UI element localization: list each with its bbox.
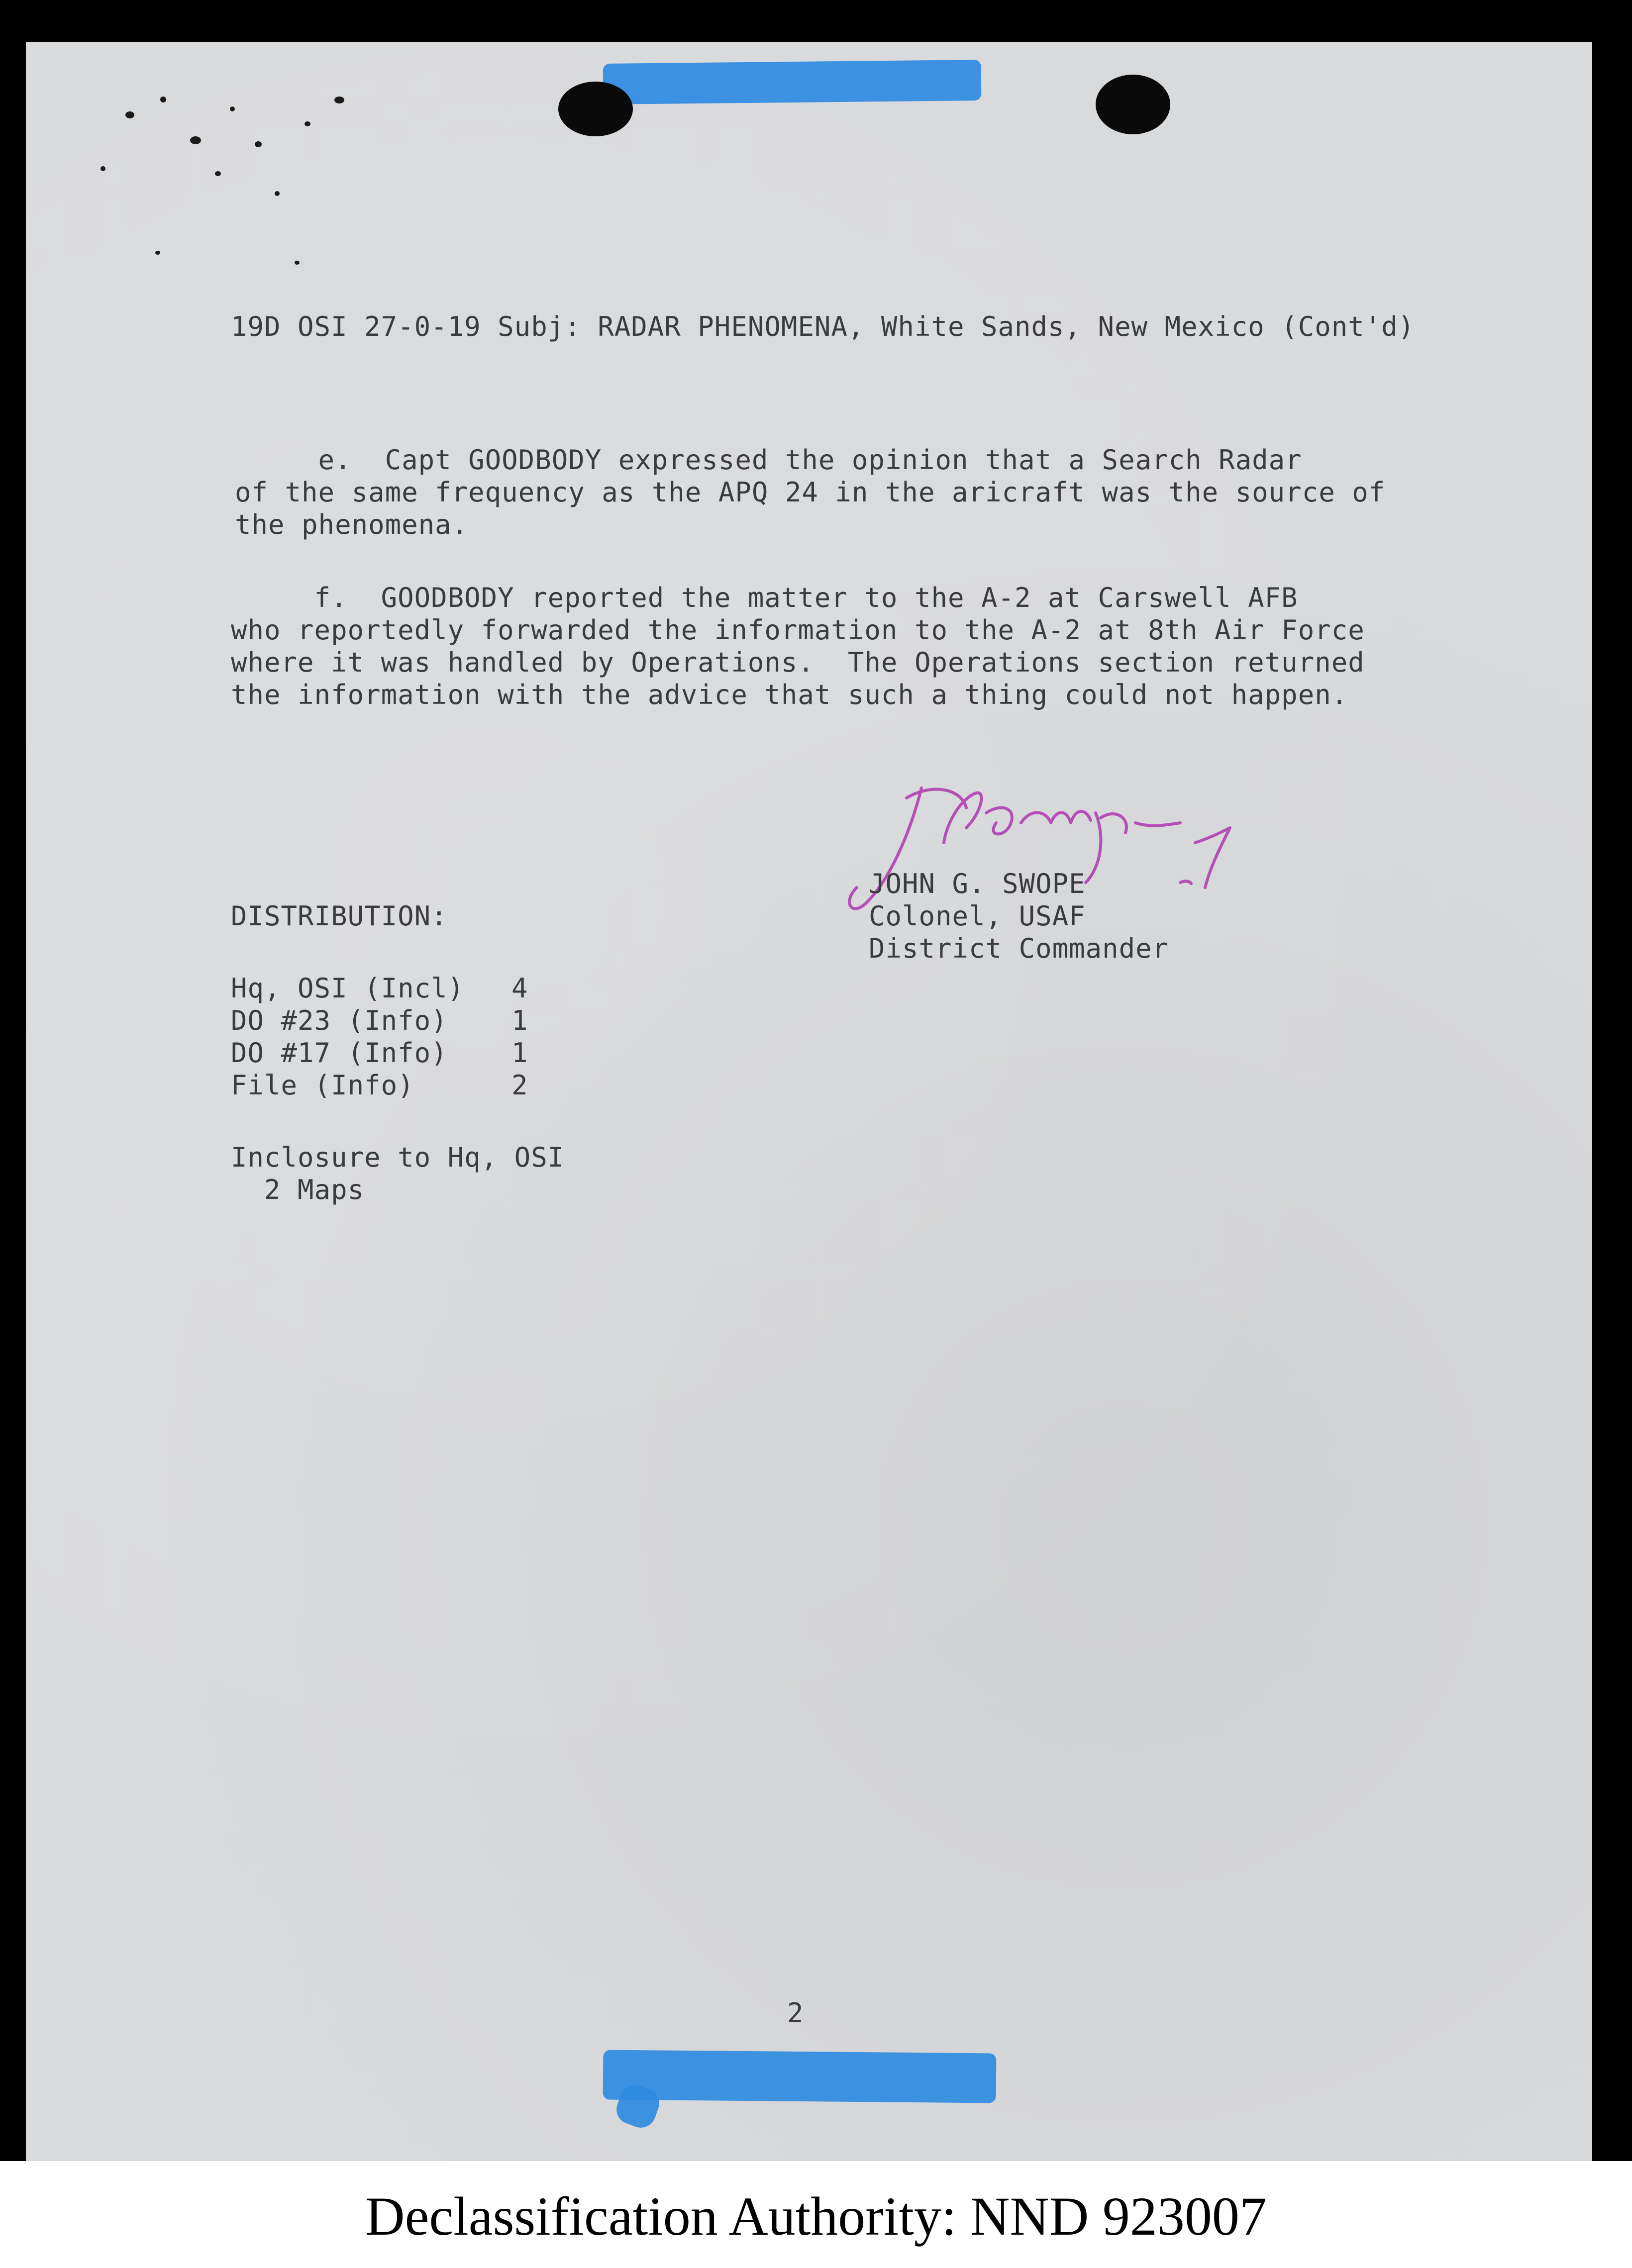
paragraph-e-line-3: the phenomena.	[235, 509, 469, 540]
signer-rank: Colonel, USAF	[869, 900, 1086, 932]
distribution-copies: 4	[511, 973, 528, 1004]
distribution-copies: 1	[511, 1037, 528, 1069]
distribution-copies: 1	[511, 1005, 528, 1036]
paragraph-f-line-3: where it was handled by Operations. The Operations section returned	[231, 647, 1365, 678]
document-page	[26, 42, 1592, 2161]
paper-speck	[305, 121, 310, 126]
inclosure-line-1: Inclosure to Hq, OSI	[231, 1142, 565, 1173]
paper-speck	[275, 191, 280, 196]
paper-speck	[334, 97, 344, 103]
paper-speck	[215, 171, 221, 176]
punch-hole-right	[1096, 75, 1170, 134]
paper-speck	[230, 106, 235, 111]
signer-name: JOHN G. SWOPE	[869, 868, 1086, 899]
distribution-heading: DISTRIBUTION:	[231, 900, 448, 932]
distribution-recipient: DO #17 (Info)	[231, 1037, 448, 1069]
distribution-copies: 2	[511, 1070, 528, 1101]
paper-speck	[125, 111, 134, 118]
paper-speck	[155, 251, 160, 255]
paragraph-e-line-1: e. Capt GOODBODY expressed the opinion that a Search Radar	[235, 444, 1302, 476]
subject-line: 19D OSI 27-0-19 Subj: RADAR PHENOMENA, White Sands, New Mexico (Cont'd)	[231, 311, 1415, 342]
declassification-footer: Declassification Authority: NND 923007	[365, 2186, 1267, 2247]
distribution-recipient: File (Info)	[231, 1070, 414, 1101]
signer-title: District Commander	[869, 933, 1169, 964]
paragraph-f-line-2: who reportedly forwarded the information to the A-2 at 8th Air Force	[231, 614, 1365, 646]
inclosure-line-2: 2 Maps	[231, 1174, 365, 1205]
paragraph-f-line-1: f. GOODBODY reported the matter to the A-2 at Carswell AFB	[231, 582, 1298, 613]
paper-speck	[160, 97, 166, 102]
paragraph-f-line-4: the information with the advice that such a thing could not happen.	[231, 679, 1348, 710]
distribution-recipient: DO #23 (Info)	[231, 1005, 448, 1036]
bottom-highlighter-mark	[603, 2050, 997, 2103]
distribution-recipient: Hq, OSI (Incl)	[231, 973, 465, 1004]
punch-hole-left	[558, 82, 633, 136]
paper-speck	[295, 261, 300, 265]
paper-speck	[101, 166, 105, 171]
page-number: 2	[787, 1997, 804, 2029]
paper-speck	[255, 141, 262, 147]
top-highlighter-mark	[603, 60, 982, 104]
paragraph-e-line-2: of the same frequency as the APQ 24 in the aricraft was the source of	[235, 477, 1386, 508]
paper-speck	[190, 136, 201, 144]
